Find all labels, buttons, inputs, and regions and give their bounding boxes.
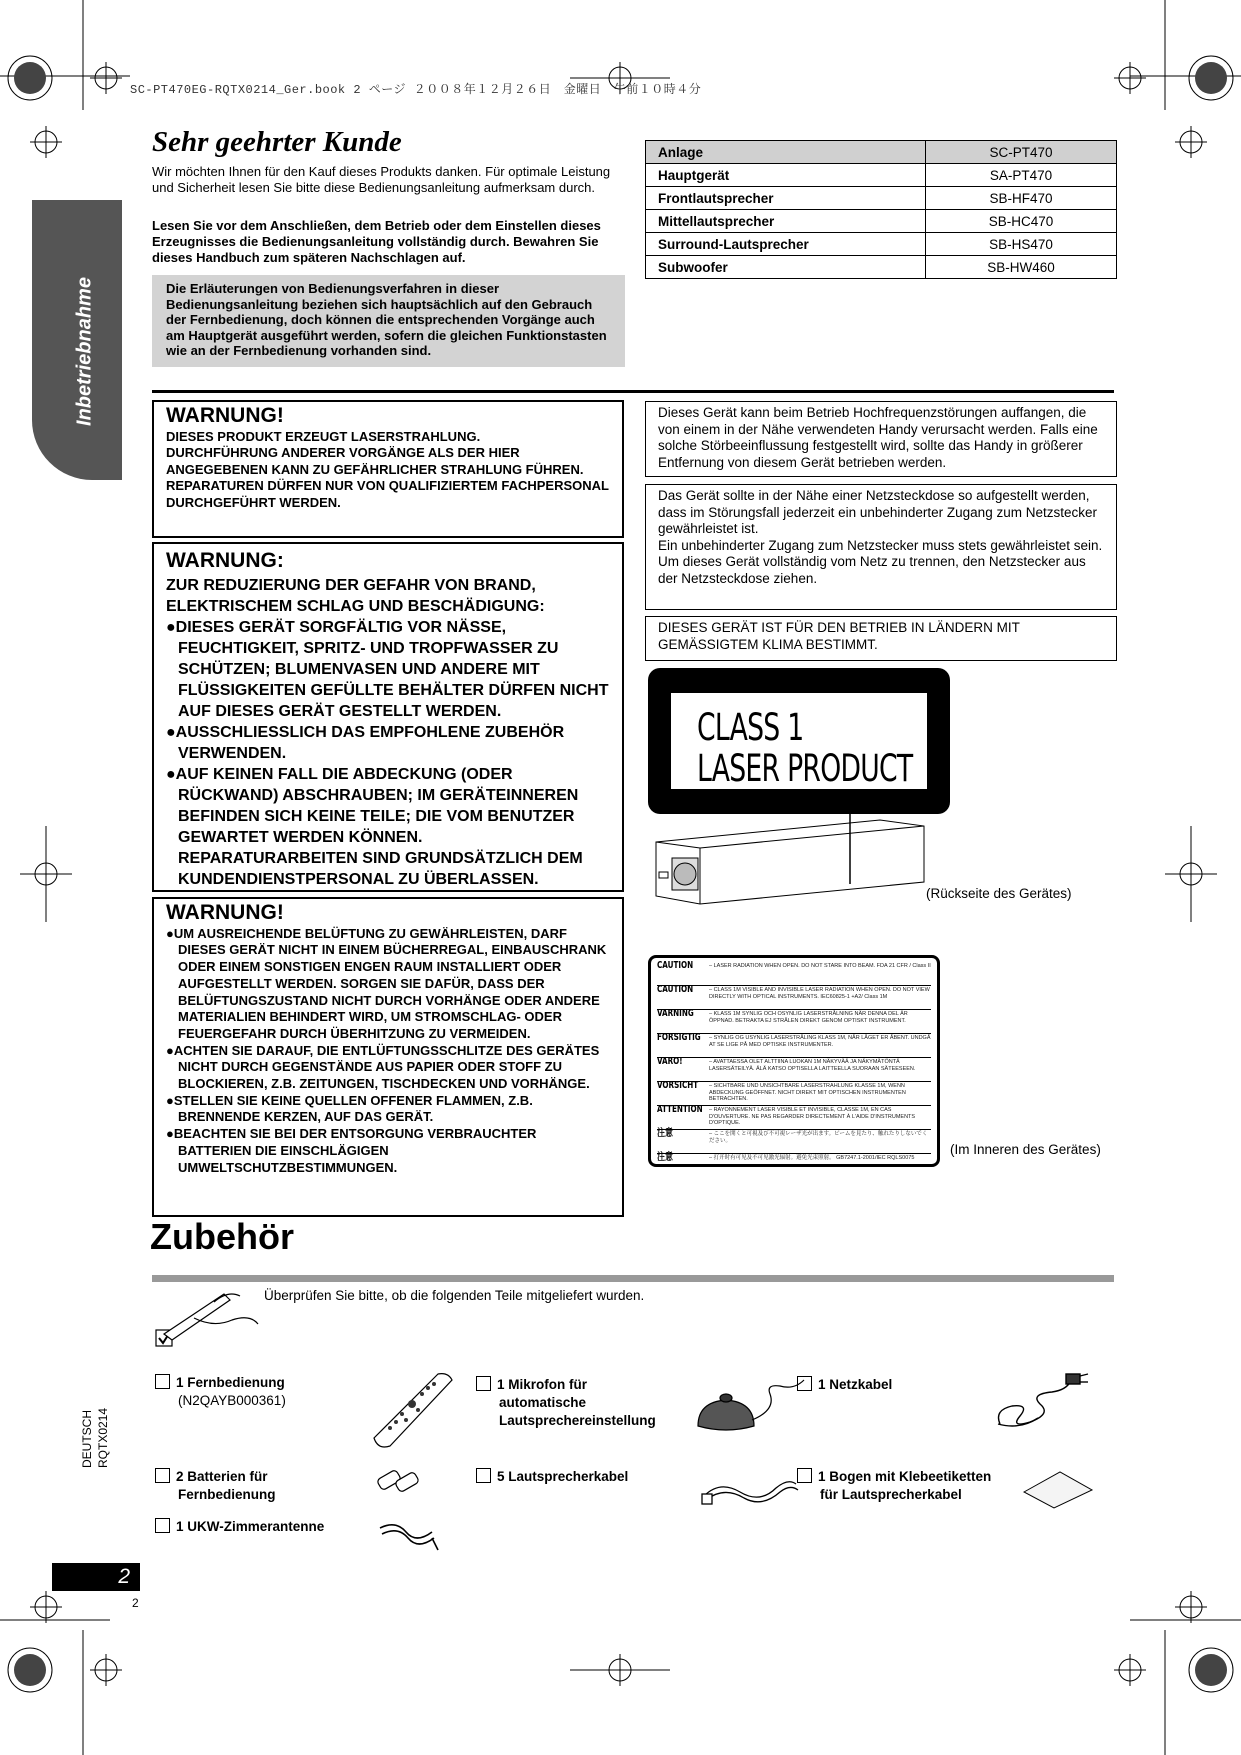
checkbox	[155, 1468, 170, 1483]
info-paragraph: Das Gerät sollte in der Nähe einer Netzsteckdose so aufgestellt werden, dass im Störungsfall jederzeit ein unbehinderter Zugang zum Netzstecker gewährleistet ist.	[658, 488, 1097, 536]
warning-item: ●AUSSCHLIESSLICH DAS EMPFOHLENE ZUBEHÖR VERWENDEN.	[166, 724, 565, 762]
model-table-header	[646, 141, 1117, 164]
accessory-item	[155, 1518, 324, 1536]
label-text: – RAYONNEMENT LASER VISIBLE ET INVISIBLE, CLASSE 1M, EN CAS D'OUVERTURE. NE PAS REGARDER DIRECTEMENT À L'AIDE D'INSTRUMENTS D'OPTIQUE.	[709, 1107, 916, 1126]
side-tab	[32, 200, 122, 480]
info-climate-box: DIESES GERÄT IST FÜR DEN BETRIEB IN LÄNDERN MIT GEMÄSSIGTEM KLIMA BESTIMMT.	[645, 616, 1117, 661]
caption-inner: (Im Inneren des Gerätes)	[950, 1142, 1101, 1157]
accessory-item	[797, 1468, 991, 1504]
class1-laser-label	[648, 668, 950, 814]
label-key: VARO!	[657, 1056, 683, 1067]
checkbox	[155, 1518, 170, 1533]
label-row	[657, 1106, 931, 1130]
label-row	[657, 1058, 931, 1082]
accessory-sublabel-line: automatische	[499, 1395, 587, 1410]
warning-laser-box	[152, 400, 624, 538]
accessory-item	[155, 1374, 286, 1410]
info-interference-box: Dieses Gerät kann beim Betrieb Hochfrequenzstörungen auffangen, die von einem in der Nähe verwendeten Handy verursacht werden. Falls eine solche Störbeeinflussung festgestellt wird, sollte das Handy in größerer Entfernung von diesem Gerät betrieben werden.	[645, 401, 1117, 477]
accessory-label: 5 Lautsprecherkabel	[497, 1469, 629, 1484]
laser-label-inner	[671, 693, 927, 789]
warning-item: ●AUF KEINEN FALL DIE ABDECKUNG (ODER RÜCKWAND) ABSCHRAUBEN; IM GERÄTEINNEREN BEFINDEN SICH KEINE TEILE; DIE VOM BENUTZER GEWARTET WERDEN KÖNNEN.	[166, 766, 579, 846]
power-cord-icon	[990, 1370, 1090, 1432]
warning-line: DURCHFÜHRUNG ANDERER VORGÄNGE ALS DER HIER ANGEGEBENEN KANN ZU GEFÄHRLICHER STRAHLUNG FÜHREN.	[166, 445, 584, 477]
label-text: – CLASS 1M VISIBLE AND INVISIBLE LASER RADIATION WHEN OPEN. DO NOT VIEW DIRECTLY WITH OPTICAL INSTRUMENTS. IEC60825-1 +A2/ Class 1M	[709, 987, 930, 1000]
intro-bold-text: Lesen Sie vor dem Anschließen, dem Betrieb oder dem Einstellen dieses Erzeugnisses die Bedienungsanleitung vollständig durch. Bewahren Sie dieses Handbuch zum späteren Nachschlagen auf.	[152, 218, 601, 265]
warning-line: REPARATUREN DÜRFEN NUR VON QUALIFIZIERTEM FACHPERSONAL DURCHGEFÜHRT WERDEN.	[166, 478, 609, 510]
check-instruction: Überprüfen Sie bitte, ob die folgenden Teile mitgeliefert wurden.	[264, 1288, 645, 1303]
accessory-item	[476, 1468, 628, 1486]
section-rule	[152, 1275, 1114, 1282]
label-row	[657, 986, 931, 1010]
label-key: 注意	[657, 1128, 673, 1139]
info-socket-box	[645, 484, 1117, 610]
page-title: Sehr geehrter Kunde	[152, 126, 402, 158]
accessory-label: 1 Mikrofon für	[497, 1377, 587, 1392]
label-row	[657, 1130, 931, 1154]
checkbox	[155, 1374, 170, 1389]
label-text: – KLASS 1M SYNLIG OCH OSYNLIG LASERSTRÅLNING NÄR DENNA DEL ÄR ÖPPNAD. BETRAKTA EJ STRÅLEN DIREKT GENOM OPTISKT INSTRUMENT.	[709, 1011, 908, 1024]
accessory-sublabel-line: für Lautsprecherkabel	[820, 1487, 962, 1502]
note-box: Die Erläuterungen von Bedienungsverfahren in dieser Bedienungsanleitung beziehen sich hauptsächlich auf den Gebrauch der Fernbedienung, doch können die entsprechenden Vorgänge auch am Hauptgerät ausgeführt werden, sofern die gleichen Funktionstasten wie an der Fernbedienung vorhanden sind.	[152, 275, 625, 367]
label-text: – SYNLIG OG USYNLIG LASERSTRÅLING KLASS 1M, NÅR LÅGET ER ÅBENT. UNDGÅ AT SE LIGE PÅ MED OPTISKE INSTRUMENTER.	[709, 1035, 931, 1048]
model-label: Anlage	[646, 141, 926, 164]
checkbox	[797, 1468, 812, 1483]
warning-ventilation-box	[152, 897, 624, 1217]
label-row	[657, 1154, 931, 1177]
info-paragraph: Um dieses Gerät vollständig vom Netz zu trennen, den Netzstecker aus der Netzsteckdose ziehen.	[658, 554, 1086, 586]
warning-fire-box	[152, 542, 624, 892]
laser-warning-label	[648, 955, 940, 1167]
warning-item: ●ACHTEN SIE DARAUF, DIE ENTLÜFTUNGSSCHLITZE DES GERÄTES NICHT DURCH GEGENSTÄNDE AUS PAPIER ODER STOFF ZU BLOCKIEREN, Z.B. ZEITUNGEN, TISCHDECKEN UND VORHÄNGE.	[166, 1042, 600, 1092]
warning-item: ●BEACHTEN SIE BEI DER ENTSORGUNG VERBRAUCHTER BATTERIEN DIE EINSCHLÄGIGEN UMWELTSCHUTZBESTIMMUNGEN.	[166, 1126, 537, 1175]
label-row	[657, 1010, 931, 1034]
table-row	[646, 187, 1117, 210]
warning-title: WARNUNG!	[166, 901, 284, 924]
language-marker	[80, 1360, 140, 1470]
accessory-item	[797, 1376, 892, 1394]
label-text: – LASER RADIATION WHEN OPEN. DO NOT STARE INTO BEAM. FDA 21 CFR / Class II	[709, 963, 931, 969]
model-label: Mittellautsprecher	[646, 210, 926, 233]
checkbox	[797, 1376, 812, 1391]
page-number-small: 2	[132, 1596, 139, 1610]
table-row	[646, 164, 1117, 187]
label-key: CAUTION	[657, 960, 694, 971]
microphone-icon	[696, 1376, 806, 1438]
info-paragraph: Ein unbehinderter Zugang zum Netzstecker muss stets gewährleistet sein.	[658, 537, 1103, 553]
warning-title: WARNUNG:	[166, 549, 284, 572]
accessory-label: 1 Fernbedienung	[176, 1375, 285, 1390]
accessory-sublabel	[155, 1486, 276, 1504]
intro-text: Wir möchten Ihnen für den Kauf dieses Produkts danken. Für optimale Leistung und Sicherheit lesen Sie bitte diese Bedienungsanleitung aufmerksam durch.	[152, 164, 611, 195]
accessory-label: 1 Bogen mit Klebeetiketten	[818, 1469, 992, 1484]
label-key: ATTENTION	[657, 1104, 703, 1115]
language-label: DEUTSCH	[80, 1409, 94, 1468]
caption-rear: (Rückseite des Gerätes)	[926, 886, 1072, 901]
model-table	[645, 140, 1117, 279]
label-key: FORSIGTIG	[657, 1032, 701, 1043]
accessory-sublabel	[476, 1394, 656, 1412]
label-row	[657, 1034, 931, 1058]
model-value: SB-HW460	[926, 256, 1117, 279]
label-key: CAUTION	[657, 984, 694, 995]
label-text: – SICHTBARE UND UNSICHTBARE LASERSTRAHLUNG KLASSE 1M, WENN ABDECKUNG GEÖFFNET. NICHT DIREKT MIT OPTISCHEN INSTRUMENTEN BETRACHTEN.	[709, 1083, 906, 1102]
model-value: SA-PT470	[926, 164, 1117, 187]
warning-item: ●DIESES GERÄT SORGFÄLTIG VOR NÄSSE, FEUCHTIGKEIT, SPRITZ- UND TROPFWASSER ZU SCHÜTZEN; BLUMENVASEN UND ANDERE MIT FLÜSSIGKEITEN GEFÜLLTE BEHÄLTER DÜRFEN NICHT AUF DIESES GERÄT GESTELLT WERDEN.	[166, 619, 609, 720]
label-text: – ここを開くと可視及び不可視レーザ光が出ます。ビームを見たり、触れたりしないでください。	[709, 1131, 928, 1144]
model-value: SB-HC470	[926, 210, 1117, 233]
model-value: SC-PT470	[926, 141, 1117, 164]
sticker-sheet-icon	[1020, 1468, 1096, 1510]
page-number: 2	[118, 1565, 130, 1588]
warning-item: ●STELLEN SIE KEINE QUELLEN OFFENER FLAMMEN, Z.B. BRENNENDE KERZEN, AUF DAS GERÄT.	[166, 1092, 533, 1125]
warning-item: REPARATURARBEITEN SIND GRUNDSÄTZLICH DEM KUNDENDIENSTPERSONAL ZU ÜBERLASSEN.	[178, 850, 583, 888]
print-header: SC-PT470EG-RQTX0214_Ger.book 2 ページ ２００８年１２月２６日 金曜日 午前１０時４分	[130, 83, 702, 97]
warning-item: ●UM AUSREICHENDE BELÜFTUNG ZU GEWÄHRLEISTEN, DARF DIESES GERÄT NICHT IN EINEM BÜCHERREGAL, EINBAUSCHRANK ODER EINEM SONSTIGEN ENGEN RAUM INSTALLIERT ODER AUFGESTELLT WERDEN. SORGEN SIE DAFÜR, DASS DER BELÜFTUNGSZUSTAND NICHT DURCH VORHÄNGE ODER ANDERE MATERIALIEN BEHINDERT WIRD, UM STROMSCHLAG- ODER FEUERGEFAHR DURCH ÜBERHITZUNG ZU VERMEIDEN.	[166, 925, 607, 1041]
fm-antenna-icon	[376, 1518, 442, 1554]
accessory-sublabel	[476, 1412, 656, 1430]
accessory-sublabel-line: Lautsprechereinstellung	[499, 1413, 656, 1428]
warning-intro: ZUR REDUZIERUNG DER GEFAHR VON BRAND, ELEKTRISCHEM SCHLAG UND BESCHÄDIGUNG:	[166, 577, 545, 615]
label-key: VARNING	[657, 1008, 694, 1019]
laser-line2: LASER PRODUCT	[697, 747, 913, 790]
checkbox	[476, 1468, 491, 1483]
model-label: Frontlautsprecher	[646, 187, 926, 210]
section-title: Zubehör	[150, 1216, 294, 1257]
label-row	[657, 962, 931, 986]
accessory-label: 1 UKW-Zimmerantenne	[176, 1519, 325, 1534]
section-divider	[152, 390, 1114, 393]
laser-line1: CLASS 1	[697, 706, 804, 749]
accessory-label: 1 Netzkabel	[818, 1377, 893, 1392]
table-row	[646, 210, 1117, 233]
model-value: SB-HF470	[926, 187, 1117, 210]
table-row	[646, 233, 1117, 256]
accessory-sublabel	[797, 1486, 991, 1504]
device-rear-illustration	[650, 812, 940, 907]
warning-line: DIESES PRODUKT ERZEUGT LASERSTRAHLUNG.	[166, 428, 481, 444]
speaker-cable-icon	[700, 1470, 800, 1512]
accessory-item	[155, 1468, 276, 1504]
page-number-box	[52, 1563, 140, 1591]
label-key: 注意	[657, 1152, 673, 1163]
pen-checkbox-icon	[154, 1288, 264, 1350]
accessory-sublabel-line: Fernbedienung	[178, 1487, 276, 1502]
label-key: VORSICHT	[657, 1080, 699, 1091]
table-row	[646, 256, 1117, 279]
warning-title: WARNUNG!	[166, 404, 284, 427]
label-text: – AVATTAESSA OLET ALTTIINA LUOKAN 1M NÄKYVÄÄ JA NÄKYMÄTÖNTÄ LASERSÄTEILYÄ. ÄLÄ KATSO OPTISELLA LAITTEELLA SUORAAN SÄTEESEEN.	[709, 1059, 916, 1072]
laser-label-text	[697, 707, 912, 789]
accessory-item	[476, 1376, 656, 1430]
accessory-sublabel: (N2QAYB000361)	[178, 1393, 286, 1408]
document-code: RQTX0214	[96, 1407, 110, 1468]
model-value: SB-HS470	[926, 233, 1117, 256]
label-text: – 打开时有可见及不可见激光辐射。避免光束照射。 GB7247.1-2001/IEC RQLS0075	[709, 1155, 915, 1161]
accessory-label: 2 Batterien für	[176, 1469, 268, 1484]
label-row	[657, 1082, 931, 1106]
model-label: Hauptgerät	[646, 164, 926, 187]
remote-control-icon	[368, 1370, 458, 1450]
batteries-icon	[374, 1462, 424, 1498]
model-label: Subwoofer	[646, 256, 926, 279]
checkbox	[476, 1376, 491, 1391]
side-tab-label: Inbetriebnahme	[73, 277, 96, 426]
model-label: Surround-Lautsprecher	[646, 233, 926, 256]
